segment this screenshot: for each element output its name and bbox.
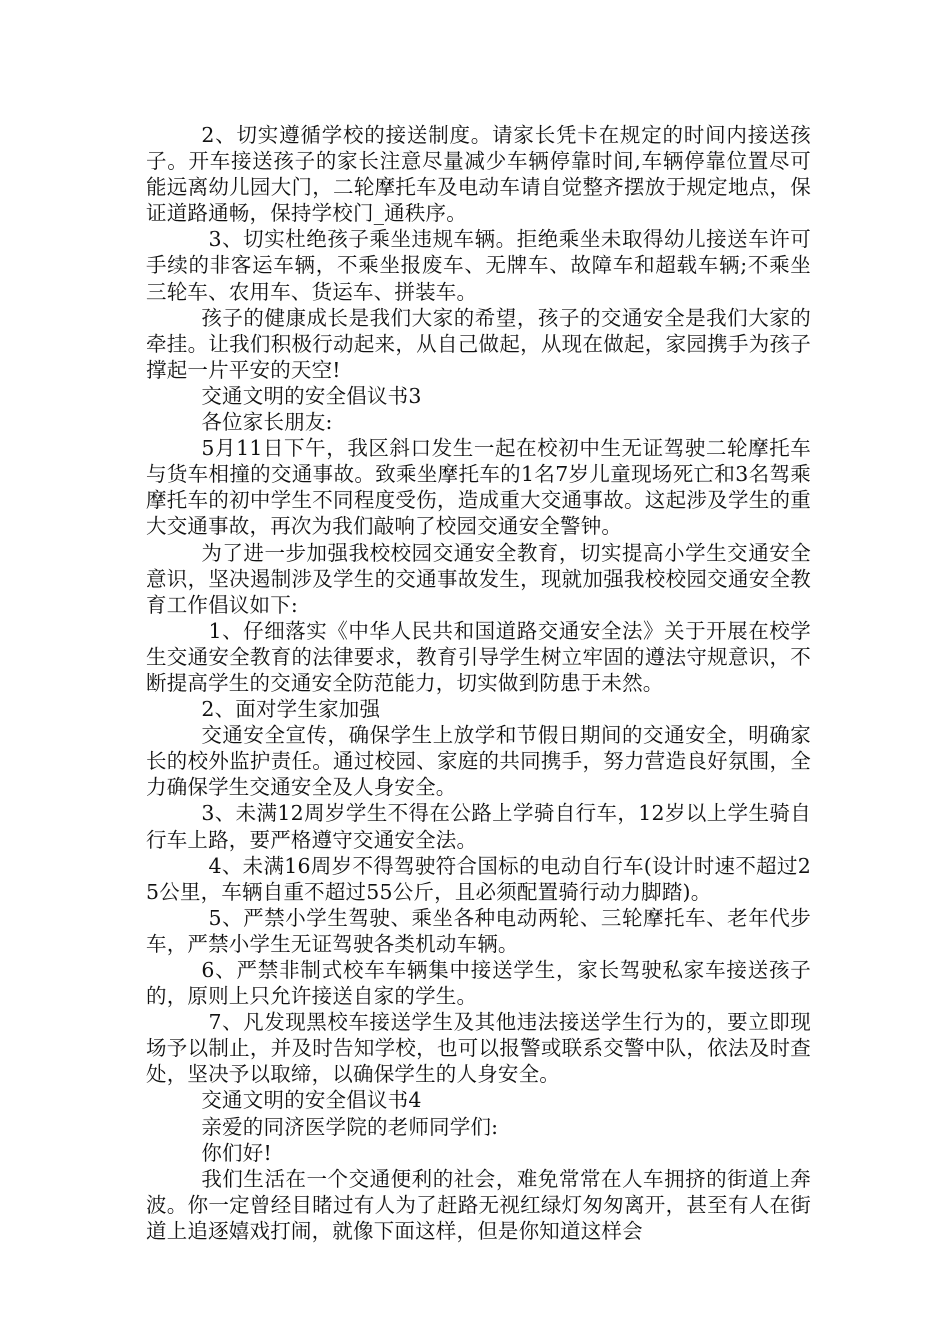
document-body [146,122,811,1244]
section-title-3: 交通文明的安全倡议书3 [201,383,422,408]
paragraph-accident: 5月11日下午，我区斜口发生一起在校初中生无证驾驶二轮摩托车与货车相撞的交通事故。致乘坐摩托车的1名7岁儿童现场死亡和3名驾乘摩托车的初中学生不同程度受伤，造成重大交通事故。这起涉及学生的重大交通事故，再次为我们敲响了校园交通安全警钟。 [146,436,811,539]
paragraph-rule-2: 2、切实遵循学校的接送制度。请家长凭卡在规定的时间内接送孩子。开车接送孩子的家长注意尽量减少车辆停靠时间,车辆停靠位置尽可能远离幼儿园大门，二轮摩托车及电动车请自觉整齐摆放于规定地点，保证道路通畅，保持学校门_通秩序。 [146,123,811,226]
paragraph-item-1: 1、仔细落实《中华人民共和国道路交通安全法》关于开展在校学生交通安全教育的法律要求，教育引导学生树立牢固的遵法守规意识，不断提高学生的交通安全防范能力，切实做到防患于未然。 [146,618,811,695]
paragraph-closing: 孩子的健康成长是我们大家的希望，孩子的交通安全是我们大家的牵挂。让我们积极行动起来，从自己做起，从现在做起，家园携手为孩子撑起一片平安的天空! [146,305,811,382]
paragraph-item-7: 7、凡发现黑校车接送学生及其他违法接送学生行为的，要立即现场予以制止，并及时告知学校，也可以报警或联系交警中队，依法及时查处，坚决予以取缔，以确保学生的人身安全。 [146,1010,811,1087]
section-title-4: 交通文明的安全倡议书4 [201,1088,422,1113]
paragraph-item-2: 2、面对学生家加强 [201,697,381,722]
salutation-parents: 各位家长朋友: [201,410,333,435]
paragraph-intro: 为了进一步加强我校校园交通安全教育，切实提高小学生交通安全意识，坚决遏制涉及学生的交通事故发生，现就加强我校校园交通安全教育工作倡议如下: [146,540,811,617]
paragraph-rule-3: 3、切实杜绝孩子乘坐违规车辆。拒绝乘坐未取得幼儿接送车许可手续的非客运车辆，不乘坐报废车、无牌车、故障车和超载车辆;不乘坐三轮车、农用车、货运车、拼装车。 [146,227,811,304]
paragraph-item-5: 5、严禁小学生驾驶、乘坐各种电动两轮、三轮摩托车、老年代步车，严禁小学生无证驾驶各类机动车辆。 [146,905,811,956]
paragraph-item-6: 6、严禁非制式校车车辆集中接送学生，家长驾驶私家车接送孩子的，原则上只允许接送自家的学生。 [146,958,811,1009]
paragraph-item-3: 3、未满12周岁学生不得在公路上学骑自行车，12岁以上学生骑自行车上路，要严格遵守交通安全法。 [146,801,811,852]
paragraph-traffic-life: 我们生活在一个交通便利的社会，难免常常在人车拥挤的街道上奔波。你一定曾经目睹过有人为了赶路无视红绿灯匆匆离开，甚至有人在街道上追逐嬉戏打闹，就像下面这样，但是你知道这样会 [146,1166,811,1243]
greeting: 你们好! [201,1140,272,1165]
paragraph-item-4: 4、未满16周岁不得驾驶符合国标的电动自行车(设计时速不超过25公里，车辆自重不超过55公斤，且必须配置骑行动力脚踏)。 [146,853,811,904]
salutation-teachers-students: 亲爱的同济医学院的老师同学们: [201,1114,499,1139]
paragraph-item-2-detail: 交通安全宣传，确保学生上放学和节假日期间的交通安全，明确家长的校外监护责任。通过校园、家庭的共同携手，努力营造良好氛围，全力确保学生交通安全及人身安全。 [146,723,811,800]
